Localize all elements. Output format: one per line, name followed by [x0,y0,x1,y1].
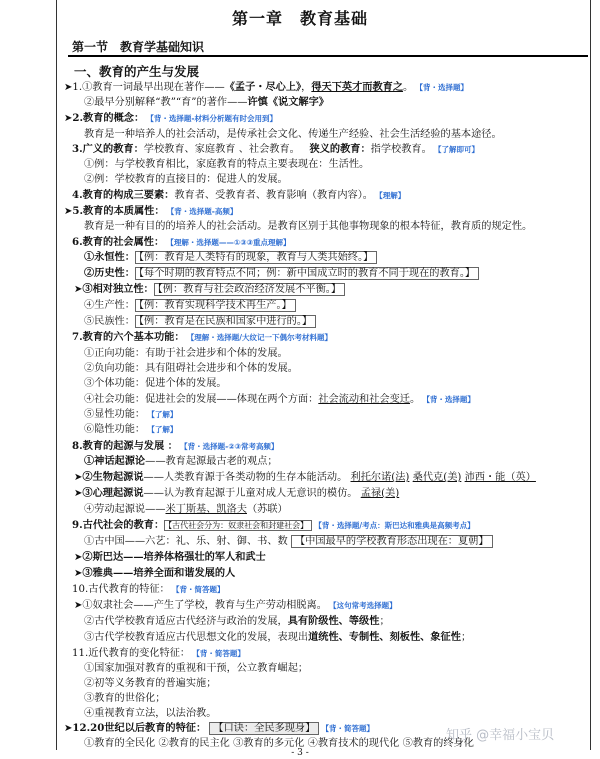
item-9-2: ➤②斯巴达——培养体格强壮的军人和武士 [74,551,266,563]
item-6-3: ➤③相对独立性： 【例：教育与社会政治经济发展不平衡。】 [74,283,345,296]
item-3: 3.广义的教育：学校教育、家庭教育 、社会教育。 狭义的教育：指学校教育。 【了解即可】 [72,143,480,155]
arrow-icon: ➤ [74,284,83,295]
item-9-3: ➤③雅典——培养全面和谐发展的人 [74,567,236,579]
item-8-4: ④劳动起源说——米丁斯基、凯洛夫（苏联） [84,504,288,515]
arrow-icon: ➤ [74,600,83,611]
item-12-1: ①教育的全民化 ②教育的民主化 ③教育的多元化 ④教育技术的现代化 ⑤教育的终身化 [84,738,474,749]
item-6-4: ④生产性： 【例：教育实现科学技术再生产。】 [84,299,296,312]
item-8-3: ➤③心理起源说——认为教育起源于儿童对成人无意识的模仿。 孟禄(美) [74,487,400,499]
item-9: 9.古代社会的教育： 【古代社会分为：奴隶社会和封建社会】 【背・选择题/考点：斯巴达和雅典是高频考点】 [72,519,475,531]
item-10-1: ➤①奴隶社会——产生了学校，教育与生产劳动相脱离。 【这句常考选择题】 [74,600,397,611]
item-6-2: ②历史性： 【每个时期的教育特点不同；例：新中国成立时的教育不同于现在的教育。】 [84,267,479,280]
item-3-2: ②例：学校教育的直接目的：促进人的发展。 [84,174,288,185]
arrow-icon: ➤ [74,472,83,483]
item-10-2: ②古代学校教育适应古代经济与政治的发展，具有阶级性、等级性； [84,615,390,627]
essence-definition: 教育是一种有目的的培养人的社会活动。是教育区别于其他事物现象的根本特征，教育质的规定性。 [84,221,533,232]
item-6-5: ⑤民族性： 【例：教育是在民族和国家中进行的。】 [84,315,316,328]
item-11-1: ①国家加强对教育的重视和干预，公立教育崛起； [84,663,309,674]
section-title: 第一节 教育学基础知识 [72,40,205,54]
education-definition: 教育是一种培养人的社会活动，是传承社会文化、传递生产经验、社会生活经验的基本途径。 [84,129,502,140]
item-5: ➤5.教育的本质属性： 【背・选择题-高频】 [64,205,238,217]
watermark: 知乎 @幸福小宝贝 [446,728,555,743]
item-11-3: ③教育的世俗化； [84,693,166,704]
item-10-3: ③古代学校教育适应古代思想文化的发展，表现出道统性、专制性、刻板性、象征性； [84,631,472,643]
heading-origin-development: 一、教育的产生与发展 [74,64,200,79]
item-7: 7.教育的六个基本功能： 【理解・选择题/大纹记一下偶尔考材料题】 [72,331,333,343]
arrow-icon: ➤ [74,488,83,499]
arrow-icon: ➤ [64,82,73,93]
item-1-2: ②最早分别解释“教”“育”的著作——许慎《说文解字》 [84,96,329,108]
item-8-1: ①神话起源论——教育起源最古老的观点； [84,455,278,467]
item-7-3: ③个体功能：促进个体的发展。 [84,378,227,389]
item-8-2: ➤②生物起源说——人类教育源于各类动物的生存本能活动。 利托尔诺(法) 桑代克(美) 沛西・能（英） [74,471,536,483]
item-3-1: ①例：与学校教育相比，家庭教育的特点主要表现在：生活性。 [84,159,370,170]
item-11-4: ④重视教育立法，以法治教。 [84,708,217,719]
section-divider [68,55,588,57]
item-11-2: ②初等义务教育的普遍实施； [84,678,217,689]
arrow-icon: ➤ [64,723,73,734]
item-7-6: ⑥隐性功能： 【了解】 [84,424,178,435]
item-7-5: ⑤显性功能： 【了解】 [84,409,178,420]
item-7-2: ②负向功能：具有阻碍社会进步和个体的发展。 [84,363,298,374]
item-2: ➤2.教育的概念： 【背・选择题-材料分析题有时会用到】 [64,112,278,124]
arrow-icon: ➤ [74,568,83,579]
tag: 【背・选择题】 [419,83,468,92]
item-7-4: ④社会功能：促进社会的发展——体现在两个方面：社会流动和社会变迁。 【背・选择题】 [84,394,475,405]
item-11: 11.近代教育的变化特征： 【背・简答题】 [72,648,245,659]
item-12: ➤12.20世纪以后教育的特征： 【口诀：全民多现身】 【背・简答题】 [64,722,375,734]
item-7-1: ①正向功能：有助于社会进步和个体的发展。 [84,348,288,359]
page-number: - 3 - [291,748,309,758]
item-6-1: ①永恒性： 【例：教育是人类特有的现象，教育与人类共始终。】 [84,251,377,264]
arrow-icon: ➤ [74,552,83,563]
chapter-title: 第一章 教育基础 [231,9,368,28]
arrow-icon: ➤ [64,206,73,217]
item-4: 4.教育的构成三要素：教育者、受教育者、教育影响（教育内容）。 【理解】 [72,189,406,201]
item-9-1: ①古中国——六艺：礼、乐、射、御、书、数 【中国最早的学校教育形态出现在：夏朝】 [84,535,493,548]
item-6: 6.教育的社会属性： 【理解・选择题——①③③重点理解】 [72,236,291,248]
arrow-icon: ➤ [64,113,73,124]
item-1: ➤1.①教育一词最早出现在著作——《孟子・尽心上》，得天下英才而教育之。 【背・选择题】 [64,81,468,93]
item-8: 8.教育的起源与发展 ： 【背・选择题-②③常考高频】 [72,440,279,452]
item-10: 10.古代教育的特征： 【背・简答题】 [72,584,225,595]
